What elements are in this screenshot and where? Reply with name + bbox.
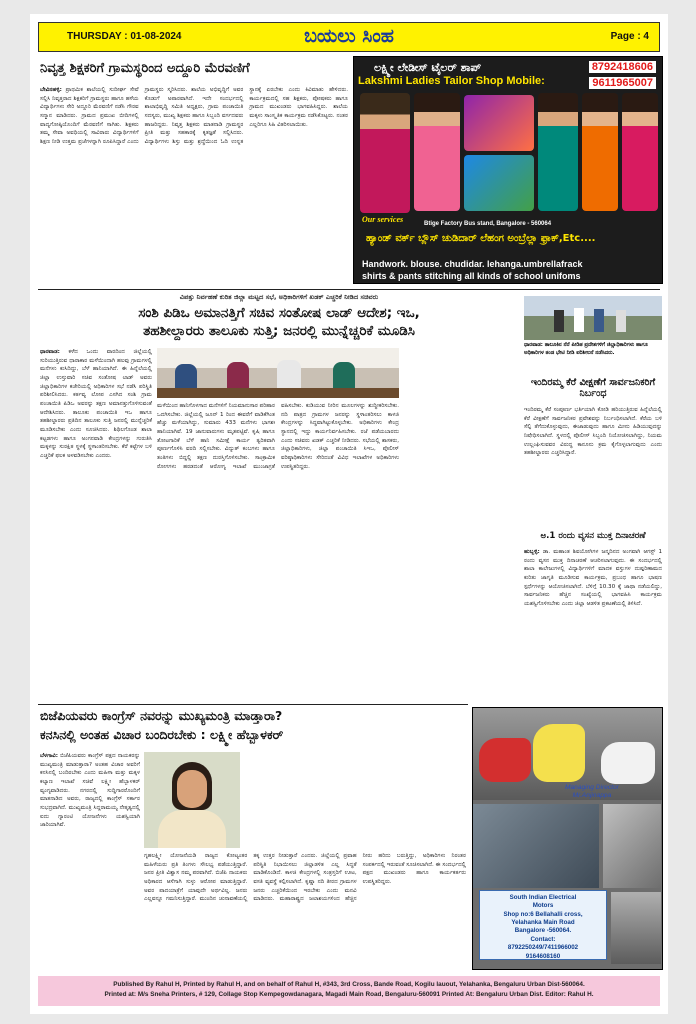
story2-headline-2: ತಹಶೀಲ್ದಾರರು ತಾಲೂಕು ಸುತ್ತಿ; ಜನರಲ್ಲಿ ಮುನ್ನೆಚ್ಚರಿಕೆ ಮೂಡಿಸಿ (143, 323, 415, 339)
motors-address-3: Bangalore -560064. (514, 927, 572, 935)
tailor-ad-services-english-1: Handwork. blouse. chudidar. lehanga.umbrellafrack (362, 259, 583, 269)
story3-body: ಇಂದಿರಮ್ಮ ಕೆರೆ ಸಂಪೂರ್ಣ ಭರ್ತಿಯಾಗಿ ಕೋಡಿ ಹರಿಯುತ್ತಿರುವ ಹಿನ್ನೆಲೆಯಲ್ಲಿ ಕೆರೆ ವೀಕ್ಷಣೆಗೆ ಸಾರ್ವಜನಿಕರ ಪ್ರವೇಶವನ್ನು ನಿರ್ಬಂಧಿಸಲಾಗಿದೆ. ಕೆರೆಯ ಬಳಿ ಸೆಲ್ಫಿ ತೆಗೆದುಕೊಳ್ಳುವುದು, ಈಜಾಡುವುದು ಹಾಗೂ ಮೀನು ಹಿಡಿಯುವುದನ್ನು ನಿಷೇಧಿಸಲಾಗಿದೆ. ಸ್ಥಳದಲ್ಲಿ ಪೊಲೀಸ್ ಸಿಬ್ಬಂದಿ ನಿಯೋಜಿಸಲಾಗಿದ್ದು, ನಿಯಮ ಉಲ್ಲಂಘಿಸುವವರ ವಿರುದ್ಧ ಕಾನೂನು ಕ್ರಮ ಕೈಗೊಳ್ಳಲಾಗುವುದು ಎಂದು ತಹಶೀಲ್ದಾರರು ಎಚ್ಚರಿಸಿದ್ದಾರೆ. (524, 407, 662, 457)
story5-body-a (40, 752, 140, 972)
model-photo (582, 93, 618, 211)
tailor-ad-phone-1: 8792418606 (589, 61, 656, 73)
section-divider (38, 704, 468, 705)
tailor-ad-services-label: Our services (362, 215, 404, 224)
imprint-line-1: Published By Rahul H, Printed by Rahul H, and on behalf of Rahul H, #343, 3rd Cross, Bande Road, Kogilu lauout, Yelahanka, Bengaluru Urban Dist-560064. (113, 981, 585, 988)
story2-text-b: ಮಳೆಯಿಂದ ಹಾನಿಗೊಳಗಾದ ಮನೆಗಳಿಗೆ ನಿಯಮಾನುಸಾರ ಪರಿಹಾರ ಒದಗಿಸಬೇಕು. ಜಿಲ್ಲೆಯಲ್ಲಿ ಜೂನ್ 1 ರಿಂದ ಈವರೆಗೆ ವಾಡಿಕೆಗಿಂತ ಹೆಚ್ಚು ಮಳೆಯಾಗಿದ್ದು, ಸುಮಾರು 433 ಮನೆಗಳು ಭಾಗಶಃ ಹಾನಿಯಾಗಿವೆ. 19 ಜಾನುವಾರುಗಳು ಮೃತಪಟ್ಟಿವೆ. ಕೃಷಿ ಹಾಗೂ ತೋಟಗಾರಿಕೆ ಬೆಳೆ ಹಾನಿ ಸಮೀಕ್ಷೆ ಕಾರ್ಯ ತ್ವರಿತವಾಗಿ ಪೂರ್ಣಗೊಳಿಸಿ ವರದಿ ಸಲ್ಲಿಸಬೇಕು. ವಿದ್ಯುತ್ ಕಂಬಗಳು ಹಾಗೂ ತಂತಿಗಳು ಬಿದ್ದಲ್ಲಿ ತಕ್ಷಣ ದುರಸ್ತಿಗೊಳಿಸಬೇಕು. ಸಾಂಕ್ರಾಮಿಕ ರೋಗಗಳು ಹರಡದಂತೆ ಆರೋಗ್ಯ ಇಲಾಖೆ ಮುಂಜಾಗ್ರತೆ ವಹಿಸಬೇಕು. ಕುಡಿಯುವ ನೀರಿನ ಮೂಲಗಳನ್ನು ಶುದ್ಧೀಕರಿಸಬೇಕು. ನದಿ ಪಾತ್ರದ ಗ್ರಾಮಗಳ ಜನರನ್ನು ಸ್ಥಳಾಂತರಿಸಲು ಕಾಳಜಿ ಕೇಂದ್ರಗಳನ್ನು ಸಿದ್ಧವಾಗಿಟ್ಟುಕೊಳ್ಳಬೇಕು. ಅಧಿಕಾರಿಗಳು ಕೇಂದ್ರ ಸ್ಥಾನದಲ್ಲಿ ಇದ್ದು ಕಾರ್ಯನಿರ್ವಹಿಸಬೇಕು. ರಜೆ ಪಡೆಯಬಾರದು ಎಂದು ಸಚಿವರು ಖಡಕ್ ಎಚ್ಚರಿಕೆ ನೀಡಿದರು. ಸಭೆಯಲ್ಲಿ ಶಾಸಕರು, ಜಿಲ್ಲಾಧಿಕಾರಿಗಳು, ಜಿಲ್ಲಾ ಪಂಚಾಯಿತಿ ಸಿಇಒ, ಪೊಲೀಸ್ ವರಿಷ್ಠಾಧಿಕಾರಿಗಳು ಸೇರಿದಂತೆ ವಿವಿಧ ಇಲಾಖೆಗಳ ಅಧಿಕಾರಿಗಳು ಉಪಸ್ಥಿತರಿದ್ದರು. (157, 403, 399, 470)
tailor-ad-address: Btige Factory Bus stand, Bangalore - 560064 (424, 221, 552, 227)
model-photo (538, 93, 578, 211)
story5-body-b (144, 852, 466, 972)
story3-photo-caption: ಧಾರವಾಡ: ತಾಲೂಕಿನ ನೆರೆ ಪೀಡಿತ ಪ್ರದೇಶಗಳಿಗೆ ಜಿಲ್ಲಾಧಿಕಾರಿಗಳು ಹಾಗೂ ಅಧಿಕಾರಿಗಳ ತಂಡ ಭೇಟಿ ನೀಡಿ ಪರಿಶೀಲನೆ ನಡೆಸಿದರು. (524, 342, 648, 356)
story4-text: ಡಾ. ಮಹಾಂತ ಶಿವಯೋಗಿಗಳ ಜನ್ಮದಿನದ ಅಂಗವಾಗಿ ಆಗಸ್ಟ್ 1 ರಂದು ವ್ಯಸನ ಮುಕ್ತ ದಿನಾಚರಣೆ ಆಚರಿಸಲಾಗುವುದು. ಈ ಸಂದರ್ಭದಲ್ಲಿ ಶಾಲಾ ಕಾಲೇಜುಗಳಲ್ಲಿ ವಿದ್ಯಾರ್ಥಿಗಳಿಗೆ ಮಾದಕ ವಸ್ತುಗಳ ದುಷ್ಪರಿಣಾಮದ ಕುರಿತು ಜಾಗೃತಿ ಮೂಡಿಸುವ ಕಾರ್ಯಕ್ರಮ, ಪ್ರಬಂಧ ಹಾಗೂ ಭಾಷಣ ಸ್ಪರ್ಧೆಗಳನ್ನು ಆಯೋಜಿಸಲಾಗಿದೆ. ಬೆಳಿಗ್ಗೆ 10.30 ಕ್ಕೆ ಜಾಥಾ ನಡೆಯಲಿದ್ದು, ಸಾರ್ವಜನಿಕರು ಹೆಚ್ಚಿನ ಸಂಖ್ಯೆಯಲ್ಲಿ ಭಾಗವಹಿಸಿ ಕಾರ್ಯಕ್ರಮ ಯಶಸ್ವಿಗೊಳಿಸಬೇಕು ಎಂದು ಜಿಲ್ಲಾ ಆಡಳಿತ ಪ್ರಕಟಣೆಯಲ್ಲಿ ತಿಳಿಸಿದೆ. (524, 549, 662, 607)
minister-portrait-photo (144, 752, 240, 848)
tailor-ad-phone-2: 9611965007 (589, 77, 656, 89)
story4-headline: ಅ.1 ರಂದು ವ್ಯಸನ ಮುಕ್ತ ದಿನಾಚರಣೆ (540, 531, 646, 541)
meeting-photo (157, 348, 399, 398)
imprint-footer (38, 976, 660, 1006)
story2-headline-1: ಸಂಶಿ ಪಿಡಿಒ ಅಮಾನತ್ತಿಗೆ ಸಚಿವ ಸಂತೋಷ ಲಾಡ್ ಆದೇಶ; ಇಒ, (138, 305, 420, 321)
vehicle-photo (603, 804, 661, 888)
story1-dateline: ಬೇವಿನಹಳ್ಳಿ: (40, 87, 62, 93)
garment-photo (464, 155, 534, 211)
motors-address-2: Yelahanka Main Road (511, 919, 575, 927)
imprint-line-2: Printed at: M/s Sneha Printers, # 129, Collage Stop Kempegowdanagara, Magadi Main Road, Bengaluru-560091 Printed At: Bengaluru Urban Dist. Editor: Rahul H. (104, 990, 594, 998)
managing-director-credit (565, 784, 619, 800)
tailor-ad-services-kannada: ಹ್ಯಾಂಡ್ ವರ್ಕ್ ಬ್ಲೌಸ್ ಚುಡಿದಾರ್ ಲೆಹಂಗ ಅಂಬ್ರೆಲ್ಲಾ ಫ್ರಾಕ್,Etc.... (366, 233, 596, 244)
vehicle-photo (611, 892, 661, 964)
md-name: Mr.Anjinappa (572, 791, 612, 799)
motors-phone-3: 9164608160 (525, 952, 561, 960)
tailor-ad-services-english-2: shirts & pants stitching all kinds of school unifoms (362, 271, 581, 281)
newspaper-title: ಬಯಲು ಸಿಂಹ (304, 25, 394, 47)
story2-body-a (40, 348, 152, 704)
story5-dateline: ಬೆಳಗಾವಿ: (40, 753, 58, 759)
model-photo (360, 93, 410, 213)
newspaper-page (30, 14, 668, 1014)
motors-name-2: Motors (532, 902, 554, 910)
story4-dateline: ಹುಬ್ಬಳ್ಳಿ: (524, 549, 540, 555)
page-number: Page : 4 (610, 31, 649, 42)
story2-body-b (157, 402, 399, 704)
masthead (38, 22, 660, 52)
story4-body (524, 548, 662, 704)
model-photo (414, 93, 460, 211)
motors-name-1: South Indian Electrical (509, 894, 577, 901)
motors-address-1: Shop no:6 Bellahalli cross, (503, 910, 583, 918)
motors-contact-box (479, 890, 607, 960)
story1-headline: ನಿವೃತ್ತ ಶಿಕ್ಷಕರಿಗೆ ಗ್ರಾಮಸ್ಥರಿಂದ ಅದ್ದೂರಿ ಮೆರವಣಿಗೆ (40, 61, 250, 76)
story3-headline: ಇಂದಿರಮ್ಮ ಕೆರೆ ವೀಕ್ಷಣೆಗೆ ಸಾರ್ವಜನಿಕರಿಗೆ ನಿರ್ಬಂಧ (530, 377, 656, 399)
motors-phones: 8792250249/7411966002 (507, 944, 579, 952)
md-label: Managing Director (565, 784, 619, 791)
story1-text: ಪ್ರಾಥಮಿಕ ಶಾಲೆಯಲ್ಲಿ ಸುದೀರ್ಘ ಸೇವೆ ಸಲ್ಲಿಸಿ ನಿವೃತ್ತರಾದ ಶಿಕ್ಷಕರಿಗೆ ಗ್ರಾಮಸ್ಥರು ಹಾಗೂ ಹಳೆಯ ವಿದ್ಯಾರ್ಥಿಗಳು ಸೇರಿ ಅದ್ದೂರಿ ಮೆರವಣಿಗೆ ನಡೆಸಿ ಗೌರವ ಸನ್ಮಾನ ಮಾಡಿದರು. ಗ್ರಾಮದ ಪ್ರಮುಖ ಬೀದಿಗಳಲ್ಲಿ ವಾದ್ಯಗೋಷ್ಠಿಯೊಂದಿಗೆ ಮೆರವಣಿಗೆ ಸಾಗಿತು. ಶಿಕ್ಷಕರು ತಮ್ಮ ಸೇವಾ ಅವಧಿಯಲ್ಲಿ ಸಾವಿರಾರು ವಿದ್ಯಾರ್ಥಿಗಳಿಗೆ ಶಿಕ್ಷಣ ನೀಡಿ ಉತ್ತಮ ಪ್ರಜೆಗಳನ್ನಾಗಿ ರೂಪಿಸಿದ್ದಾರೆ ಎಂದು ಗ್ರಾಮಸ್ಥರು ಸ್ಮರಿಸಿದರು. ಶಾಲೆಯ ಅಭಿವೃದ್ಧಿಗೆ ಅವರ ಕೊಡುಗೆ ಅಪಾರವಾಗಿದೆ. ಇದೇ ಸಂದರ್ಭದಲ್ಲಿ ಶಾಲಾಭಿವೃದ್ಧಿ ಸಮಿತಿ ಅಧ್ಯಕ್ಷರು, ಗ್ರಾಮ ಪಂಚಾಯಿತಿ ಸದಸ್ಯರು, ಮುಖ್ಯ ಶಿಕ್ಷಕರು ಹಾಗೂ ಸಿಬ್ಬಂದಿ ವರ್ಗದವರು ಹಾಜರಿದ್ದರು. ನಿವೃತ್ತ ಶಿಕ್ಷಕರು ಮಾತನಾಡಿ ಗ್ರಾಮಸ್ಥರ ಪ್ರೀತಿ ಮತ್ತು ಸಹಕಾರಕ್ಕೆ ಕೃತಜ್ಞತೆ ಸಲ್ಲಿಸಿದರು. ವಿದ್ಯಾರ್ಥಿಗಳು ಶಿಸ್ತು ಮತ್ತು ಶ್ರದ್ಧೆಯಿಂದ ಓದಿ ಉನ್ನತ ಸ್ಥಾನಕ್ಕೆ ಏರಬೇಕು ಎಂದು ಕಿವಿಮಾತು ಹೇಳಿದರು. ಕಾರ್ಯಕ್ರಮದಲ್ಲಿ ಸಹ ಶಿಕ್ಷಕರು, ಪೋಷಕರು ಹಾಗೂ ಗ್ರಾಮದ ಮುಖಂಡರು ಭಾಗವಹಿಸಿದ್ದರು. ಶಾಲೆಯ ಮಕ್ಕಳು ಸಾಂಸ್ಕೃತಿಕ ಕಾರ್ಯಕ್ರಮ ನಡೆಸಿಕೊಟ್ಟರು. ನಂತರ ಎಲ್ಲರಿಗೂ ಸಿಹಿ ವಿತರಿಸಲಾಯಿತು. (40, 87, 348, 145)
story5-text-a: ಬಿಜೆಪಿಯವರು ಕಾಂಗ್ರೆಸ್ ಪಕ್ಷದ ನಾಯಕರನ್ನು ಮುಖ್ಯಮಂತ್ರಿ ಮಾಡುತ್ತಾರಾ? ಅಂತಹ ವಿಚಾರ ಅವರಿಗೆ ಕನಸಿನಲ್ಲಿ ಬಂದಿರಬೇಕು ಎಂದು ಮಹಿಳಾ ಮತ್ತು ಮಕ್ಕಳ ಕಲ್ಯಾಣ ಇಲಾಖೆ ಸಚಿವೆ ಲಕ್ಷ್ಮೀ ಹೆಬ್ಬಾಳಕರ್ ವ್ಯಂಗ್ಯವಾಡಿದರು. ನಗರದಲ್ಲಿ ಸುದ್ದಿಗಾರರೊಂದಿಗೆ ಮಾತನಾಡಿದ ಅವರು, ರಾಜ್ಯದಲ್ಲಿ ಕಾಂಗ್ರೆಸ್ ಸರ್ಕಾರ ಸುಭದ್ರವಾಗಿದೆ. ಮುಖ್ಯಮಂತ್ರಿ ಸಿದ್ದರಾಮಯ್ಯ ನೇತೃತ್ವದಲ್ಲಿ ಐದು ಗ್ಯಾರಂಟಿ ಯೋಜನೆಗಳು ಯಶಸ್ವಿಯಾಗಿ ಜಾರಿಯಾಗಿವೆ. (40, 753, 140, 829)
electric-motors-ad (472, 707, 663, 970)
tailor-shop-ad (353, 56, 663, 284)
showroom-photo (473, 804, 599, 888)
section-divider (38, 289, 660, 290)
tailor-ad-subtitle: Lakshmi Ladies Tailor Shop Mobile: (358, 75, 545, 87)
model-photo (622, 93, 658, 211)
story1-body (40, 86, 348, 282)
story2-text-a: ಕಳೆದ ಒಂದು ವಾರದಿಂದ ಜಿಲ್ಲೆಯಲ್ಲಿ ಸುರಿಯುತ್ತಿರುವ ಧಾರಾಕಾರ ಮಳೆಯಿಂದಾಗಿ ಹಲವು ಗ್ರಾಮಗಳಲ್ಲಿ ಮನೆಗಳು ಕುಸಿದಿದ್ದು, ಬೆಳೆ ಹಾನಿಯಾಗಿದೆ. ಈ ಹಿನ್ನೆಲೆಯಲ್ಲಿ ಜಿಲ್ಲಾ ಉಸ್ತುವಾರಿ ಸಚಿವ ಸಂತೋಷ ಲಾಡ್ ಅವರು ಜಿಲ್ಲಾಧಿಕಾರಿಗಳ ಕಚೇರಿಯಲ್ಲಿ ಅಧಿಕಾರಿಗಳ ಸಭೆ ನಡೆಸಿ ಪರಿಸ್ಥಿತಿ ಪರಿಶೀಲಿಸಿದರು. ಕರ್ತವ್ಯ ಲೋಪ ಎಸಗಿದ ಸಂಶಿ ಗ್ರಾಮ ಪಂಚಾಯಿತಿ ಪಿಡಿಒ ಅವರನ್ನು ತಕ್ಷಣ ಅಮಾನತ್ತುಗೊಳಿಸುವಂತೆ ಆದೇಶಿಸಿದರು. ತಾಲೂಕು ಪಂಚಾಯಿತಿ ಇಒ ಹಾಗೂ ತಹಶೀಲ್ದಾರರು ಪ್ರತಿದಿನ ತಾಲೂಕು ಸುತ್ತಿ ಜನರಲ್ಲಿ ಮುನ್ನೆಚ್ಚರಿಕೆ ಮೂಡಿಸಬೇಕು ಎಂದು ಸೂಚಿಸಿದರು. ಶಿಥಿಲಗೊಂಡ ಶಾಲಾ ಕಟ್ಟಡಗಳು ಹಾಗೂ ಅಂಗನವಾಡಿ ಕೇಂದ್ರಗಳನ್ನು ಗುರುತಿಸಿ ಮಕ್ಕಳನ್ನು ಸುರಕ್ಷಿತ ಸ್ಥಳಕ್ಕೆ ಸ್ಥಳಾಂತರಿಸಬೇಕು. ಕೆರೆ ಕಟ್ಟೆಗಳ ಬಳಿ ಎಚ್ಚರಿಕೆ ಫಲಕ ಅಳವಡಿಸಬೇಕು ಎಂದರು. (40, 349, 152, 459)
lake-inspection-photo (524, 296, 662, 340)
story5-headline-1: ಬಿಜೆಪಿಯವರು ಕಾಂಗ್ರೆಸ್ ನವರನ್ನು ಮುಖ್ಯಮಂತ್ರಿ ಮಾಡ್ತಾರಾ? (40, 708, 283, 723)
motors-contact-label: Contact: (530, 935, 556, 943)
story5-headline-2: ಕನಸಿನಲ್ಲಿ ಅಂತಹ ವಿಚಾರ ಬಂದಿರಬೇಕು : ಲಕ್ಷ್ಮೀ ಹೆಬ್ಬಾಳಕರ್ (40, 727, 284, 742)
issue-date: THURSDAY : 01-08-2024 (67, 31, 182, 42)
story2-dateline: ಧಾರವಾಡ: (40, 349, 60, 355)
story5-text-b: ಗೃಹಲಕ್ಷ್ಮೀ ಯೋಜನೆಯಡಿ ರಾಜ್ಯದ ಕೋಟ್ಯಂತರ ಮಹಿಳೆಯರು ಪ್ರತಿ ತಿಂಗಳು ಸೌಲಭ್ಯ ಪಡೆಯುತ್ತಿದ್ದಾರೆ. ಜನರ ಪ್ರೀತಿ ವಿಶ್ವಾಸ ನಮ್ಮ ಪರವಾಗಿದೆ. ಬಿಜೆಪಿ ನಾಯಕರು ಅಧಿಕಾರದ ಆಸೆಗಾಗಿ ಸುಳ್ಳು ಆರೋಪ ಮಾಡುತ್ತಿದ್ದಾರೆ. ಅವರ ಪಾದಯಾತ್ರೆಗೆ ಯಾವುದೇ ಅರ್ಥವಿಲ್ಲ. ಜನರು ಎಲ್ಲವನ್ನೂ ಗಮನಿಸುತ್ತಿದ್ದಾರೆ. ಮುಂದಿನ ಚುನಾವಣೆಯಲ್ಲಿ ತಕ್ಕ ಉತ್ತರ ನೀಡುತ್ತಾರೆ ಎಂದರು. ಜಿಲ್ಲೆಯಲ್ಲಿ ಪ್ರವಾಹ ಪರಿಸ್ಥಿತಿ ನಿಭಾಯಿಸಲು ಜಿಲ್ಲಾಡಳಿತ ಎಲ್ಲ ಸಿದ್ಧತೆ ಮಾಡಿಕೊಂಡಿದೆ. ಕಾಳಜಿ ಕೇಂದ್ರಗಳಲ್ಲಿ ಸಂತ್ರಸ್ತರಿಗೆ ಊಟ, ವಸತಿ ವ್ಯವಸ್ಥೆ ಕಲ್ಪಿಸಲಾಗಿದೆ. ಕೃಷ್ಣಾ ನದಿ ತೀರದ ಗ್ರಾಮಗಳ ಜನರು ಎಚ್ಚರಿಕೆಯಿಂದ ಇರಬೇಕು ಎಂದು ಮನವಿ ಮಾಡಿದರು. ಮಹಾರಾಷ್ಟ್ರದ ಜಲಾಶಯಗಳಿಂದ ಹೆಚ್ಚಿನ ನೀರು ಹರಿದು ಬರುತ್ತಿದ್ದು, ಅಧಿಕಾರಿಗಳು ನಿರಂತರ ಸಂಪರ್ಕದಲ್ಲಿ ಇರುವಂತೆ ಸೂಚಿಸಲಾಗಿದೆ. ಈ ಸಂದರ್ಭದಲ್ಲಿ ಪಕ್ಷದ ಮುಖಂಡರು ಹಾಗೂ ಕಾರ್ಯಕರ್ತರು ಉಪಸ್ಥಿತರಿದ್ದರು. (144, 853, 466, 903)
garment-photo (464, 95, 534, 151)
tailor-ad-title: ಲಕ್ಷ್ಮೀ ಲೇಡೀಸ್ ಟೈಲರ್ ಶಾಪ್ (374, 61, 482, 74)
story2-kicker: ವಿಪತ್ತು ನಿರ್ವಹಣೆ ಕುರಿತ ಜಿಲ್ಲಾ ಮಟ್ಟದ ಸಭೆ, ಅಧಿಕಾರಿಗಳಿಗೆ ಖಡಕ್ ಎಚ್ಚರಿಕೆ ನೀಡಿದ ಸಚಿವರು (179, 293, 379, 301)
